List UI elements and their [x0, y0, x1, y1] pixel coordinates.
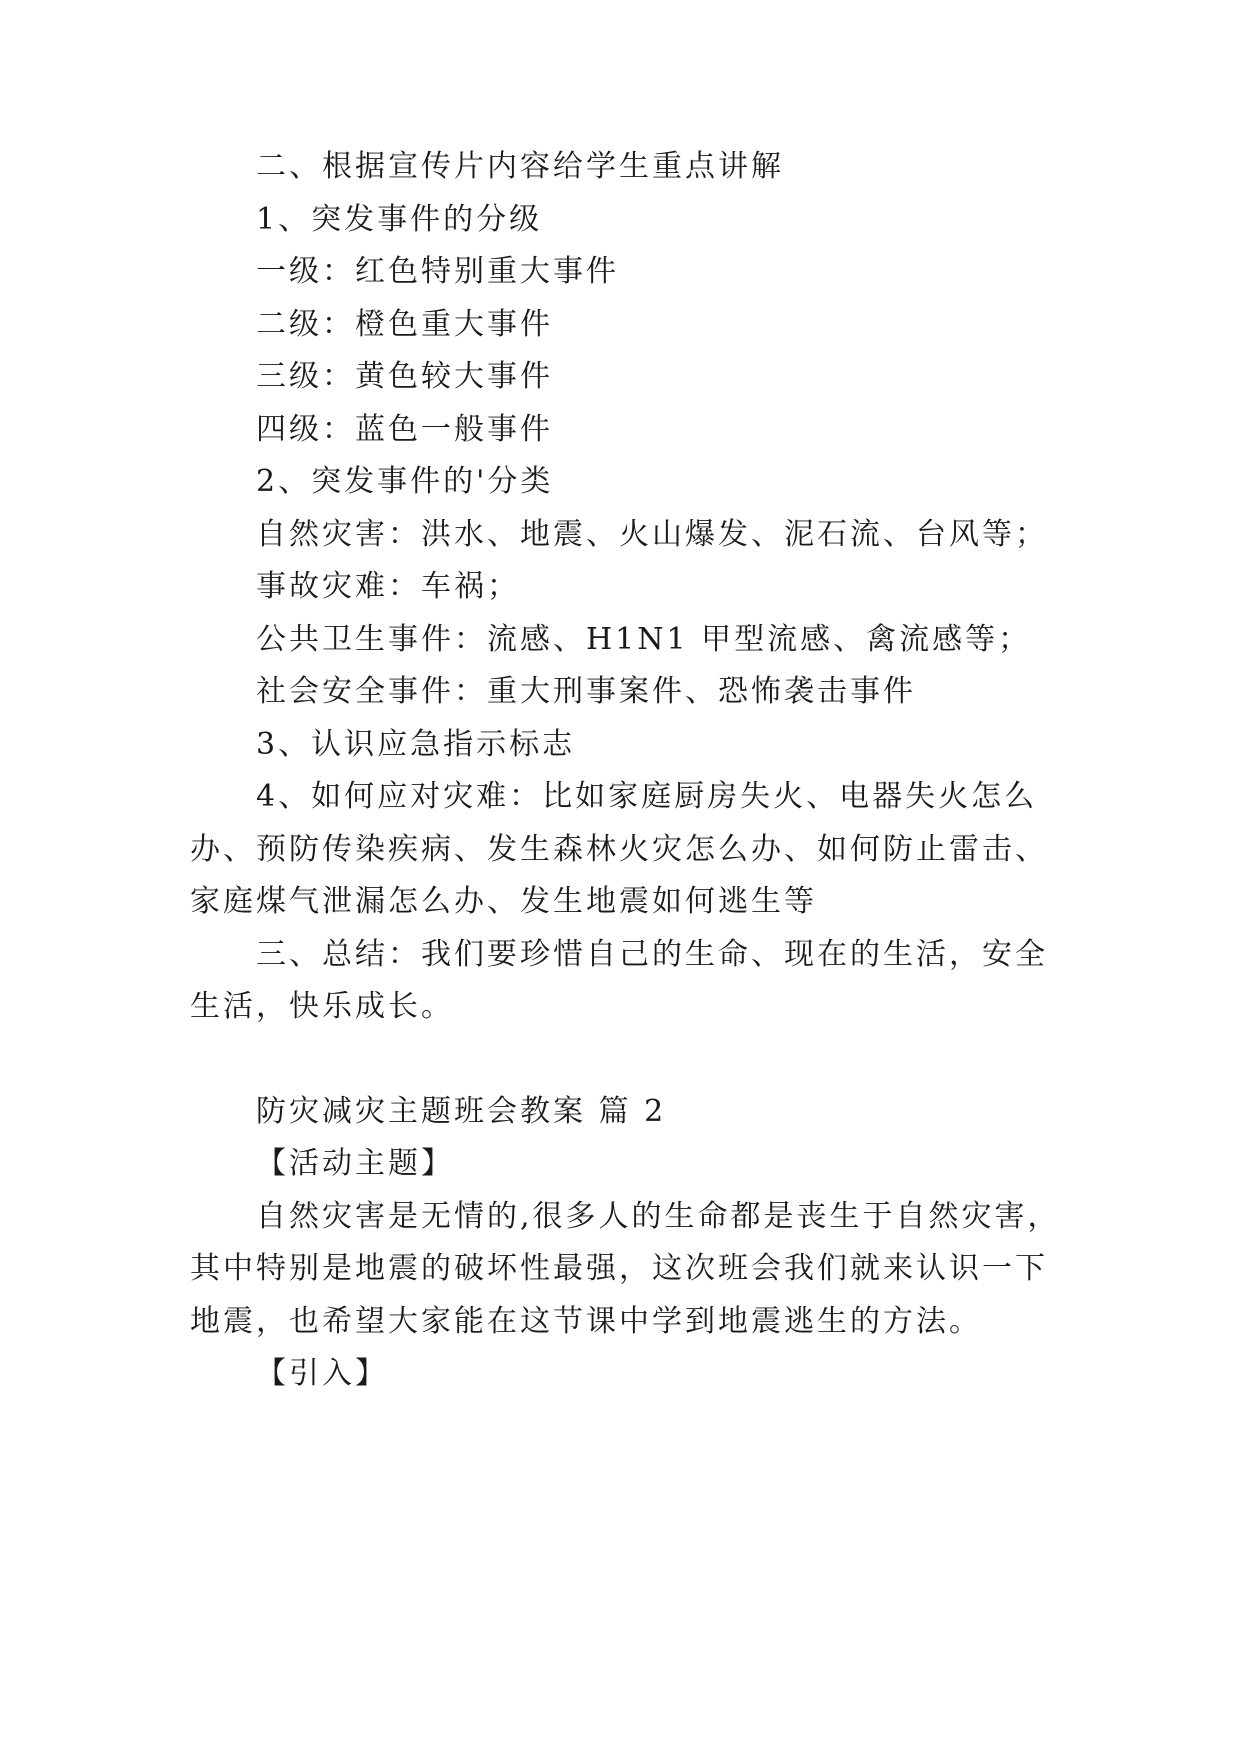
subheading-event-levels: 1、突发事件的分级: [256, 202, 543, 237]
level-2-line: 二级：橙色重大事件: [256, 307, 553, 342]
paragraph-disaster-response-line-1: 4、如何应对灾难：比如家庭厨房失火、电器失火怎么: [256, 779, 1038, 814]
natural-disaster-line: 自然灾害：洪水、地震、火山爆发、泥石流、台风等；: [256, 517, 1048, 552]
paragraph-theme-line-3: 地震，也希望大家能在这节课中学到地震逃生的方法。: [190, 1304, 982, 1339]
paragraph-summary-line-1: 三、总结：我们要珍惜自己的生命、现在的生活，安全: [256, 937, 1048, 972]
level-4-line: 四级：蓝色一般事件: [256, 412, 553, 447]
accident-line: 事故灾难：车祸；: [256, 569, 520, 604]
section-heading-2: 二、根据宣传片内容给学生重点讲解: [256, 149, 784, 184]
subheading-signs: 3、认识应急指示标志: [256, 727, 576, 762]
paragraph-disaster-response-line-3: 家庭煤气泄漏怎么办、发生地震如何逃生等: [190, 884, 817, 919]
section-activity-theme: 【活动主题】: [256, 1146, 454, 1181]
paragraph-summary-line-2: 生活，快乐成长。: [190, 989, 454, 1024]
section-introduction: 【引入】: [256, 1356, 388, 1391]
paragraph-theme-line-1: 自然灾害是无情的,很多人的生命都是丧生于自然灾害，: [256, 1199, 1061, 1234]
article-title: 防灾减灾主题班会教案 篇 2: [256, 1094, 667, 1129]
paragraph-disaster-response-line-2: 办、预防传染疾病、发生森林火灾怎么办、如何防止雷击、: [190, 832, 1048, 867]
public-health-line: 公共卫生事件：流感、H1N1 甲型流感、禽流感等；: [256, 622, 1032, 657]
paragraph-theme-line-2: 其中特别是地震的破坏性最强，这次班会我们就来认识一下: [190, 1251, 1048, 1286]
level-1-line: 一级：红色特别重大事件: [256, 254, 619, 289]
social-safety-line: 社会安全事件：重大刑事案件、恐怖袭击事件: [256, 674, 916, 709]
level-3-line: 三级：黄色较大事件: [256, 359, 553, 394]
subheading-event-types: 2、突发事件的'分类: [256, 464, 554, 499]
